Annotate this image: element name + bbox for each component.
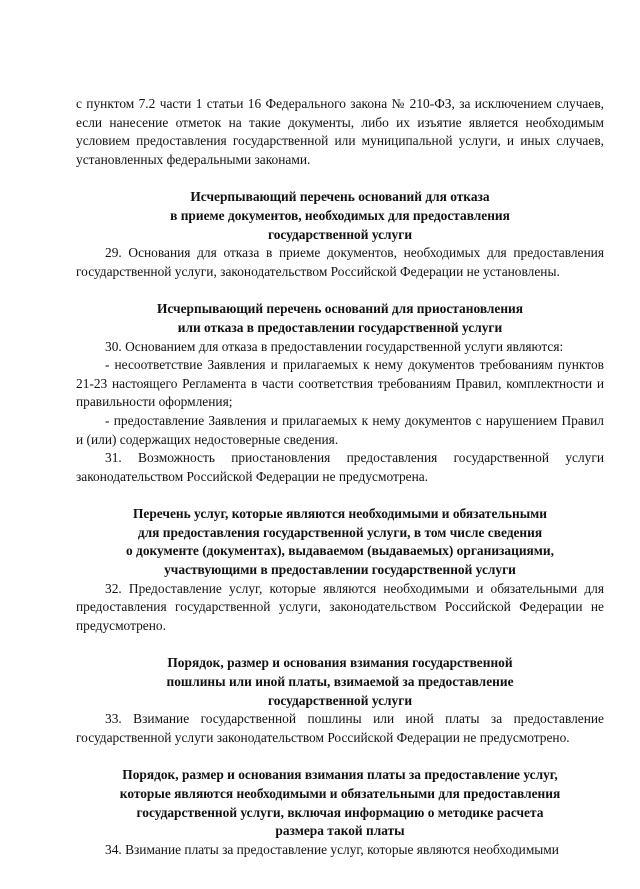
heading-line: о документе (документах), выдаваемом (выдаваемых) организациями, [126, 543, 554, 559]
paragraph-31: 31. Возможность приостановления предоставления государственной услуги законодательством Российской Федерации не предусмотрена. [76, 450, 604, 484]
paragraph-29: 29. Основания для отказа в приеме документов, необходимых для предоставления государственной услуги, законодательством Российской Федерации не установлены. [76, 245, 604, 279]
spacer [76, 486, 604, 505]
heading-line: размера такой платы [275, 823, 405, 839]
heading-line: в приеме документов, необходимых для предоставления [170, 207, 510, 223]
heading-line: государственной услуги, включая информацию о методике расчета [136, 804, 544, 820]
heading-line: для предоставления государственной услуги, в том числе сведения [137, 524, 543, 540]
heading-line: государственной услуги [267, 692, 413, 708]
heading-line: Перечень услуг, которые являются необходимыми и обязательными [133, 506, 547, 522]
paragraph-34: 34. Взимание платы за предоставление услуг, которые являются необходимыми [105, 841, 559, 857]
paragraph-30-item-2: - предоставление Заявления и прилагаемых к нему документов с нарушением Правил и (или) содержащих недостоверные сведения. [76, 412, 604, 447]
heading-line: Порядок, размер и основания взимания государственной [167, 655, 513, 671]
heading-line: участвующими в предоставлении государственной услуги [164, 562, 516, 578]
spacer [76, 169, 604, 188]
heading-line: Исчерпывающий перечень оснований для приостановления [156, 301, 524, 317]
section-heading-state-fee [76, 654, 604, 710]
heading-line: пошлины или иной платы, взимаемой за предоставление [166, 674, 514, 690]
heading-line: которые являются необходимыми и обязательными для предоставления [119, 786, 561, 801]
spacer [76, 747, 604, 766]
paragraph-30: 30. Основанием для отказа в предоставлении государственной услуги являются: [105, 338, 564, 354]
heading-line: государственной услуги [267, 226, 413, 242]
spacer [76, 635, 604, 654]
paragraph-32: 32. Предоставление услуг, которые являются необходимыми и обязательными для предоставления государственной услуги, законодательством Российской Федерации не предусмотрено. [76, 580, 604, 633]
section-heading-necessary-services [76, 505, 604, 579]
heading-line: или отказа в предоставлении государственной услуги [177, 319, 503, 335]
section-heading-suspension [76, 300, 604, 337]
section-heading-refusal-reception [76, 188, 604, 244]
paragraph-33: 33. Взимание государственной пошлины или иной платы за предоставление государственной услуги законодательством Российской Федерации не предусмотрено. [76, 711, 604, 745]
paragraph-intro: с пунктом 7.2 части 1 статьи 16 Федерального закона № 210-ФЗ, за исключением случаев, если нанесение отметок на такие документы, либо их изъятие является необходимым условием предоставления государственной или муниципальной услуги, и иных случаев, установленных федеральными законами. [76, 96, 604, 167]
paragraph-30-item-1: - несоответствие Заявления и прилагаемых к нему документов требованиям пунктов 21-23 настоящего Регламента в части соответствия требованиям Правил, комплектности и правильности оформления; [76, 357, 604, 410]
heading-line: Порядок, размер и основания взимания платы за предоставление услуг, [122, 767, 558, 783]
section-heading-service-fee [76, 766, 604, 840]
spacer [76, 281, 604, 300]
heading-line: Исчерпывающий перечень оснований для отказа [190, 189, 490, 205]
document-page [76, 95, 604, 859]
